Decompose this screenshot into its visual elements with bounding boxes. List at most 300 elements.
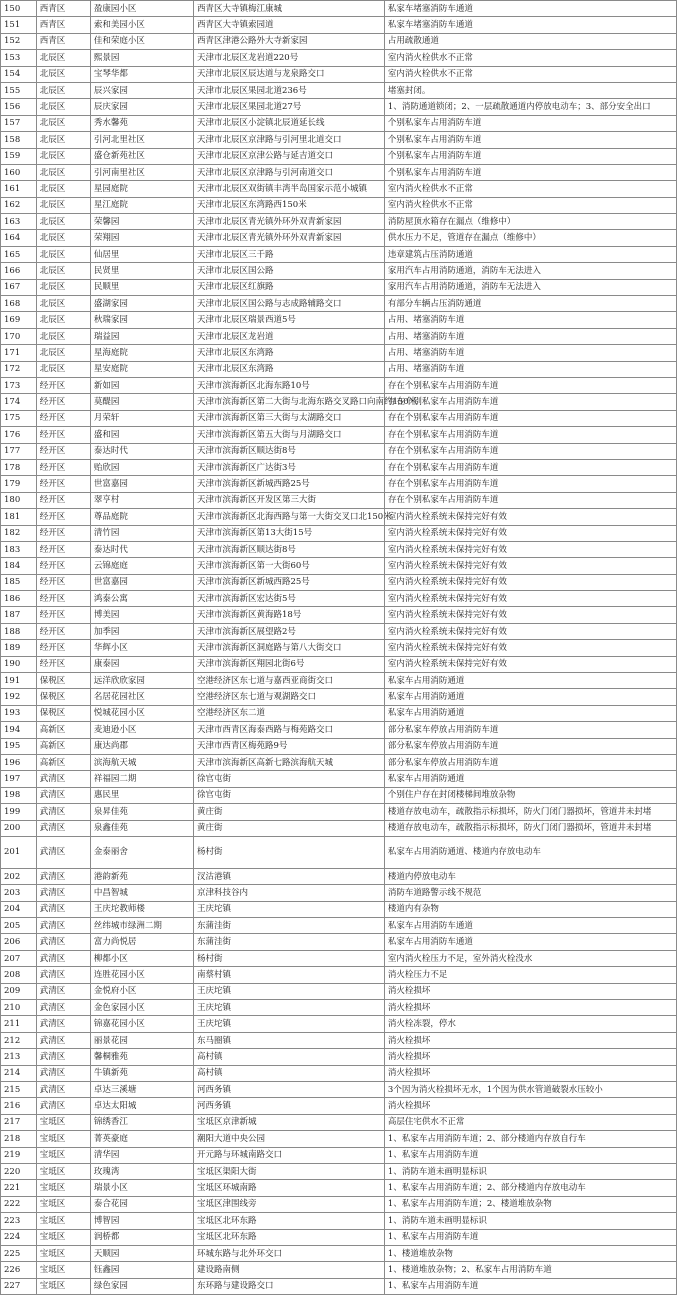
issue-cell: 存在个别私家车占用消防车道 <box>384 410 676 426</box>
table-row <box>1 591 677 607</box>
district-cell: 武清区 <box>36 1016 90 1032</box>
district-cell: 经开区 <box>36 640 90 656</box>
community-name-cell: 富力尚悦居 <box>90 934 193 950</box>
table-row <box>1 1016 677 1032</box>
district-cell: 经开区 <box>36 656 90 672</box>
issue-cell: 1、消防通道锁闭；2、一层疏散通道内停放电动车；3、部分安全出口 <box>384 99 676 115</box>
table-row <box>1 1114 677 1130</box>
address-cell: 东蒲洼街 <box>193 918 384 934</box>
row-number-cell: 161 <box>1 181 37 197</box>
community-name-cell: 宝琴华都 <box>90 66 193 82</box>
address-cell: 开元路与环城南路交口 <box>193 1147 384 1163</box>
community-name-cell: 王庆坨教师楼 <box>90 901 193 917</box>
address-cell: 宝坻区北环东路 <box>193 1213 384 1229</box>
district-cell: 北辰区 <box>36 181 90 197</box>
table-row <box>1 1049 677 1065</box>
address-cell: 东蒲洼街 <box>193 934 384 950</box>
community-name-cell: 滨海航天城 <box>90 754 193 770</box>
district-cell: 高新区 <box>36 722 90 738</box>
district-cell: 经开区 <box>36 509 90 525</box>
table-row <box>1 918 677 934</box>
district-cell: 北辰区 <box>36 361 90 377</box>
community-name-cell: 康泰园 <box>90 656 193 672</box>
district-cell: 宝坻区 <box>36 1245 90 1261</box>
row-number-cell: 192 <box>1 689 37 705</box>
district-cell: 宝坻区 <box>36 1163 90 1179</box>
table-row <box>1 82 677 98</box>
table-row <box>1 804 677 820</box>
issue-cell: 消火栓损坏 <box>384 1049 676 1065</box>
issue-cell: 占用、堵塞消防车道 <box>384 361 676 377</box>
table-row <box>1 1 677 17</box>
issue-cell: 楼道内停放电动车 <box>384 868 676 884</box>
community-name-cell: 连胜花园小区 <box>90 967 193 983</box>
address-cell: 南蔡村镇 <box>193 967 384 983</box>
community-name-cell: 星园庭院 <box>90 181 193 197</box>
address-cell: 天津市北辰区京津公路与延吉道交口 <box>193 148 384 164</box>
address-cell: 环城东路与北外环交口 <box>193 1245 384 1261</box>
table-row <box>1 983 677 999</box>
address-cell: 天津市西青区梅苑路9号 <box>193 738 384 754</box>
row-number-cell: 220 <box>1 1163 37 1179</box>
district-cell: 宝坻区 <box>36 1180 90 1196</box>
issue-cell: 室内消火栓系统未保持完好有效 <box>384 525 676 541</box>
issue-cell: 私家车占用消防车通道 <box>384 934 676 950</box>
community-name-cell: 港韵新苑 <box>90 868 193 884</box>
address-cell: 天津市滨海新区第13大街15号 <box>193 525 384 541</box>
table-row <box>1 132 677 148</box>
district-cell: 经开区 <box>36 410 90 426</box>
address-cell: 空港经济区东七道与观湖路交口 <box>193 689 384 705</box>
address-cell: 建设路南侧 <box>193 1262 384 1278</box>
address-cell: 王庆坨镇 <box>193 983 384 999</box>
address-cell: 天津市北辰区果园北道236号 <box>193 82 384 98</box>
district-cell: 经开区 <box>36 558 90 574</box>
district-cell: 北辰区 <box>36 197 90 213</box>
table-row <box>1 689 677 705</box>
row-number-cell: 160 <box>1 164 37 180</box>
table-row <box>1 246 677 262</box>
community-name-cell: 丝纬城市绿洲二期 <box>90 918 193 934</box>
address-cell: 天津市北辰区京津路与引河里北道交口 <box>193 132 384 148</box>
issue-cell: 楼道存放电动车，疏散指示标损坏，防火门闭门器损坏，管道井未封堵 <box>384 804 676 820</box>
row-number-cell: 185 <box>1 574 37 590</box>
row-number-cell: 153 <box>1 50 37 66</box>
community-name-cell: 祥福园二期 <box>90 771 193 787</box>
community-name-cell: 绿色家园 <box>90 1278 193 1294</box>
issue-cell: 堵塞封闭。 <box>384 82 676 98</box>
issue-cell: 3个因为消火栓损坏无水，1个因为供水管道破裂水压较小 <box>384 1082 676 1098</box>
community-name-cell: 星江庭院 <box>90 197 193 213</box>
community-name-cell: 泰合花园 <box>90 1196 193 1212</box>
table-row <box>1 1000 677 1016</box>
community-name-cell: 月荣轩 <box>90 410 193 426</box>
issue-cell: 部分私家车停放占用消防车道 <box>384 754 676 770</box>
row-number-cell: 216 <box>1 1098 37 1114</box>
issue-cell: 室内消火栓系统未保持完好有效 <box>384 623 676 639</box>
row-number-cell: 178 <box>1 459 37 475</box>
address-cell: 天津市滨海新区宏达街5号 <box>193 591 384 607</box>
table-row <box>1 459 677 475</box>
community-name-cell: 荣翔园 <box>90 230 193 246</box>
address-cell: 天津市北辰区东湾路 <box>193 345 384 361</box>
address-cell: 西青区津港公路外大寺新家园 <box>193 33 384 49</box>
address-cell: 宝坻区津围线旁 <box>193 1196 384 1212</box>
table-row <box>1 525 677 541</box>
table-row <box>1 1196 677 1212</box>
community-name-cell: 尊品庭院 <box>90 509 193 525</box>
row-number-cell: 213 <box>1 1049 37 1065</box>
table-row <box>1 312 677 328</box>
table-row <box>1 738 677 754</box>
issue-cell: 供水压力不足，管道存在漏点（维修中） <box>384 230 676 246</box>
row-number-cell: 227 <box>1 1278 37 1294</box>
community-name-cell: 荣馨园 <box>90 214 193 230</box>
issue-cell: 消防屋顶水箱存在漏点（维修中） <box>384 214 676 230</box>
issue-cell: 1、消防车道未画明显标识 <box>384 1213 676 1229</box>
address-cell: 天津市北辰区果园北道27号 <box>193 99 384 115</box>
address-cell: 天津市滨海新区洞庭路与第八大街交口 <box>193 640 384 656</box>
community-name-cell: 世富嘉园 <box>90 476 193 492</box>
district-cell: 宝坻区 <box>36 1147 90 1163</box>
community-name-cell: 麦迪逊小区 <box>90 722 193 738</box>
row-number-cell: 155 <box>1 82 37 98</box>
address-cell: 天津市滨海新区新城西路25号 <box>193 476 384 492</box>
address-cell: 天津市北辰区双街镇丰湾半岛国家示范小城镇 <box>193 181 384 197</box>
table-row <box>1 1082 677 1098</box>
row-number-cell: 210 <box>1 1000 37 1016</box>
table-row <box>1 296 677 312</box>
community-name-cell: 熙景园 <box>90 50 193 66</box>
district-cell: 北辰区 <box>36 279 90 295</box>
address-cell: 天津市北辰区青光镇外环外双青新家园 <box>193 214 384 230</box>
district-cell: 武清区 <box>36 771 90 787</box>
table-row <box>1 787 677 803</box>
address-cell: 天津市滨海新区顺达街8号 <box>193 541 384 557</box>
row-number-cell: 166 <box>1 263 37 279</box>
district-cell: 宝坻区 <box>36 1213 90 1229</box>
row-number-cell: 151 <box>1 17 37 33</box>
table-row <box>1 214 677 230</box>
issue-cell: 室内消火栓系统未保持完好有效 <box>384 640 676 656</box>
row-number-cell: 154 <box>1 66 37 82</box>
address-cell: 天津市滨海新区第五大街与月湖路交口 <box>193 427 384 443</box>
district-cell: 北辰区 <box>36 99 90 115</box>
row-number-cell: 207 <box>1 950 37 966</box>
district-cell: 经开区 <box>36 574 90 590</box>
address-cell: 杨村街 <box>193 836 384 868</box>
row-number-cell: 197 <box>1 771 37 787</box>
issue-cell: 1、楼道堆放杂物 <box>384 1245 676 1261</box>
address-cell: 宝坻区渠阳大街 <box>193 1163 384 1179</box>
row-number-cell: 224 <box>1 1229 37 1245</box>
row-number-cell: 225 <box>1 1245 37 1261</box>
table-row <box>1 1163 677 1179</box>
row-number-cell: 196 <box>1 754 37 770</box>
row-number-cell: 168 <box>1 296 37 312</box>
table-row <box>1 558 677 574</box>
district-cell: 宝坻区 <box>36 1262 90 1278</box>
district-cell: 经开区 <box>36 427 90 443</box>
issue-cell: 占用、堵塞消防车道 <box>384 345 676 361</box>
community-name-cell: 泉鑫佳苑 <box>90 820 193 836</box>
row-number-cell: 222 <box>1 1196 37 1212</box>
table-row <box>1 1032 677 1048</box>
district-cell: 西青区 <box>36 1 90 17</box>
table-row <box>1 279 677 295</box>
row-number-cell: 150 <box>1 1 37 17</box>
community-name-cell: 贻欣园 <box>90 459 193 475</box>
district-cell: 宝坻区 <box>36 1131 90 1147</box>
table-row <box>1 345 677 361</box>
address-cell: 京津科技谷内 <box>193 885 384 901</box>
community-name-cell: 莫醍园 <box>90 394 193 410</box>
row-number-cell: 221 <box>1 1180 37 1196</box>
issue-cell: 存在个别私家车占用消防车道 <box>384 443 676 459</box>
address-cell: 王庆坨镇 <box>193 901 384 917</box>
district-cell: 北辰区 <box>36 82 90 98</box>
table-row <box>1 607 677 623</box>
row-number-cell: 190 <box>1 656 37 672</box>
district-cell: 武清区 <box>36 1082 90 1098</box>
community-name-cell: 佳和荣庭小区 <box>90 33 193 49</box>
issue-cell: 私家车堵塞消防车通道 <box>384 1 676 17</box>
community-name-cell: 卓达太阳城 <box>90 1098 193 1114</box>
community-name-cell: 润桥都 <box>90 1229 193 1245</box>
table-row <box>1 722 677 738</box>
table-row <box>1 197 677 213</box>
address-cell: 天津市滨海新区北海西路与第一大街交叉口北150米 <box>193 509 384 525</box>
table-row <box>1 967 677 983</box>
address-cell: 汊沽港镇 <box>193 868 384 884</box>
address-cell: 王庆坨镇 <box>193 1016 384 1032</box>
community-name-cell: 翠亨村 <box>90 492 193 508</box>
district-cell: 北辰区 <box>36 345 90 361</box>
address-cell: 徐官屯街 <box>193 771 384 787</box>
district-cell: 高新区 <box>36 738 90 754</box>
district-cell: 武清区 <box>36 1032 90 1048</box>
community-name-cell: 秀水馨苑 <box>90 115 193 131</box>
community-name-cell: 博智园 <box>90 1213 193 1229</box>
address-cell: 东环路与建设路交口 <box>193 1278 384 1294</box>
row-number-cell: 159 <box>1 148 37 164</box>
address-cell: 天津市滨海新区展望路2号 <box>193 623 384 639</box>
community-name-cell: 华辉小区 <box>90 640 193 656</box>
address-cell: 天津市滨海新区高新七路滨海航天城 <box>193 754 384 770</box>
row-number-cell: 176 <box>1 427 37 443</box>
row-number-cell: 163 <box>1 214 37 230</box>
community-name-cell: 鸿泰公寓 <box>90 591 193 607</box>
table-row <box>1 574 677 590</box>
district-cell: 武清区 <box>36 901 90 917</box>
row-number-cell: 156 <box>1 99 37 115</box>
row-number-cell: 219 <box>1 1147 37 1163</box>
district-cell: 宝坻区 <box>36 1229 90 1245</box>
issue-cell: 消火栓损坏 <box>384 1000 676 1016</box>
community-name-cell: 瑞益园 <box>90 328 193 344</box>
issue-cell: 室内消火栓系统未保持完好有效 <box>384 558 676 574</box>
issue-cell: 部分私家车停放占用消防车道 <box>384 738 676 754</box>
table-row <box>1 17 677 33</box>
community-name-cell: 丽景花园 <box>90 1032 193 1048</box>
issue-cell: 消火栓损坏 <box>384 1065 676 1081</box>
issue-cell: 家用汽车占用消防通道，消防车无法进入 <box>384 279 676 295</box>
table-row <box>1 950 677 966</box>
issue-cell: 1、楼道堆放杂物；2、私家车占用消防车道 <box>384 1262 676 1278</box>
issue-cell: 有部分车辆占压消防通道 <box>384 296 676 312</box>
issue-cell: 消火栓压力不足 <box>384 967 676 983</box>
district-cell: 武清区 <box>36 836 90 868</box>
address-cell: 天津市北辰区东湾路西150米 <box>193 197 384 213</box>
issue-cell: 室内消火栓系统未保持完好有效 <box>384 574 676 590</box>
community-name-cell: 仙居里 <box>90 246 193 262</box>
issue-cell: 存在个别私家车占用消防车道 <box>384 377 676 393</box>
community-name-cell: 菁英豪庭 <box>90 1131 193 1147</box>
community-name-cell: 泰达时代 <box>90 541 193 557</box>
row-number-cell: 205 <box>1 918 37 934</box>
row-number-cell: 183 <box>1 541 37 557</box>
address-cell: 天津市北辰区红旗路 <box>193 279 384 295</box>
issue-cell: 室内消火栓供水不正常 <box>384 66 676 82</box>
community-name-cell: 锦嘉花园小区 <box>90 1016 193 1032</box>
issue-cell: 1、私家车占用消防车道；2、部分楼道内存放电动车 <box>384 1180 676 1196</box>
table-row <box>1 885 677 901</box>
address-cell: 天津市北辰区京津路与引河南道交口 <box>193 164 384 180</box>
address-cell: 天津市北辰区瑞景西道5号 <box>193 312 384 328</box>
district-cell: 经开区 <box>36 394 90 410</box>
table-row <box>1 771 677 787</box>
row-number-cell: 199 <box>1 804 37 820</box>
community-name-cell: 辰兴家园 <box>90 82 193 98</box>
district-cell: 经开区 <box>36 623 90 639</box>
table-body <box>1 1 677 1295</box>
address-cell: 天津市北辰区小淀镇北辰道延长线 <box>193 115 384 131</box>
community-name-cell: 索和美园小区 <box>90 17 193 33</box>
community-name-cell: 瑞景小区 <box>90 1180 193 1196</box>
row-number-cell: 198 <box>1 787 37 803</box>
table-row <box>1 492 677 508</box>
table-row <box>1 868 677 884</box>
issue-cell: 高层住宅供水不正常 <box>384 1114 676 1130</box>
row-number-cell: 174 <box>1 394 37 410</box>
row-number-cell: 158 <box>1 132 37 148</box>
table-row <box>1 1065 677 1081</box>
table-row <box>1 33 677 49</box>
table-row <box>1 509 677 525</box>
row-number-cell: 200 <box>1 820 37 836</box>
row-number-cell: 202 <box>1 868 37 884</box>
table-row <box>1 901 677 917</box>
address-cell: 天津市北辰区青光镇外环外双青新家园 <box>193 230 384 246</box>
table-row <box>1 1147 677 1163</box>
issue-cell: 私家车占用消防通道 <box>384 771 676 787</box>
issue-cell: 室内消火栓供水不正常 <box>384 197 676 213</box>
row-number-cell: 215 <box>1 1082 37 1098</box>
row-number-cell: 201 <box>1 836 37 868</box>
address-cell: 杨村街 <box>193 950 384 966</box>
table-row <box>1 1131 677 1147</box>
district-cell: 北辰区 <box>36 115 90 131</box>
district-cell: 经开区 <box>36 492 90 508</box>
district-cell: 北辰区 <box>36 230 90 246</box>
community-name-cell: 辰庆家园 <box>90 99 193 115</box>
address-cell: 天津市北辰区龙岩道220号 <box>193 50 384 66</box>
address-cell: 天津市滨海新区广达街3号 <box>193 459 384 475</box>
issue-cell: 个别私家车占用消防车道 <box>384 148 676 164</box>
table-row <box>1 263 677 279</box>
issue-cell: 室内消火栓系统未保持完好有效 <box>384 607 676 623</box>
issue-cell: 占用、堵塞消防车道 <box>384 328 676 344</box>
community-name-cell: 盛仓新苑社区 <box>90 148 193 164</box>
address-cell: 天津市滨海新区第三大街与太湖路交口 <box>193 410 384 426</box>
community-name-cell: 钰鑫园 <box>90 1262 193 1278</box>
issue-cell: 个别私家车占用消防车道 <box>384 115 676 131</box>
address-cell: 天津市北辰区东湾路 <box>193 361 384 377</box>
community-name-cell: 中昌智城 <box>90 885 193 901</box>
district-cell: 北辰区 <box>36 296 90 312</box>
address-cell: 天津市北辰区国公路与志成路辅路交口 <box>193 296 384 312</box>
community-name-cell: 盛湖家园 <box>90 296 193 312</box>
community-name-cell: 金悦府小区 <box>90 983 193 999</box>
table-row <box>1 623 677 639</box>
district-cell: 北辰区 <box>36 148 90 164</box>
community-name-cell: 卓达三溪塘 <box>90 1082 193 1098</box>
address-cell: 天津市滨海新区第一大街60号 <box>193 558 384 574</box>
district-cell: 武清区 <box>36 1049 90 1065</box>
district-cell: 武清区 <box>36 820 90 836</box>
table-row <box>1 656 677 672</box>
row-number-cell: 209 <box>1 983 37 999</box>
table-row <box>1 705 677 721</box>
issue-cell: 1、私家车占用消防车道；2、楼道堆放杂物 <box>384 1196 676 1212</box>
row-number-cell: 175 <box>1 410 37 426</box>
district-cell: 宝坻区 <box>36 1278 90 1294</box>
district-cell: 武清区 <box>36 918 90 934</box>
issue-cell: 私家车占用消防车通道 <box>384 918 676 934</box>
row-number-cell: 204 <box>1 901 37 917</box>
district-cell: 北辰区 <box>36 50 90 66</box>
table-row <box>1 427 677 443</box>
table-row <box>1 1245 677 1261</box>
community-name-cell: 柳都小区 <box>90 950 193 966</box>
address-cell: 黄庄街 <box>193 820 384 836</box>
issue-cell: 私家车占用消防通道 <box>384 689 676 705</box>
district-cell: 高新区 <box>36 754 90 770</box>
community-name-cell: 锦绣香江 <box>90 1114 193 1130</box>
address-cell: 高村镇 <box>193 1049 384 1065</box>
district-cell: 宝坻区 <box>36 1196 90 1212</box>
address-cell: 高村镇 <box>193 1065 384 1081</box>
row-number-cell: 182 <box>1 525 37 541</box>
district-cell: 武清区 <box>36 967 90 983</box>
row-number-cell: 206 <box>1 934 37 950</box>
community-name-cell: 康达尚郡 <box>90 738 193 754</box>
row-number-cell: 193 <box>1 705 37 721</box>
row-number-cell: 208 <box>1 967 37 983</box>
community-name-cell: 引河南里社区 <box>90 164 193 180</box>
community-name-cell: 馨桐雅苑 <box>90 1049 193 1065</box>
issue-cell: 个别私家车占用消防车道 <box>384 164 676 180</box>
issue-cell: 存在个别私家车占用消防车道 <box>384 459 676 475</box>
address-cell: 空港经济区东七道与嘉西亚商街交口 <box>193 673 384 689</box>
row-number-cell: 217 <box>1 1114 37 1130</box>
district-cell: 经开区 <box>36 607 90 623</box>
address-cell: 天津市北辰区辰达道与龙泉路交口 <box>193 66 384 82</box>
issue-cell: 个别私家车占用消防车道 <box>384 132 676 148</box>
row-number-cell: 211 <box>1 1016 37 1032</box>
district-cell: 西青区 <box>36 17 90 33</box>
table-row <box>1 230 677 246</box>
